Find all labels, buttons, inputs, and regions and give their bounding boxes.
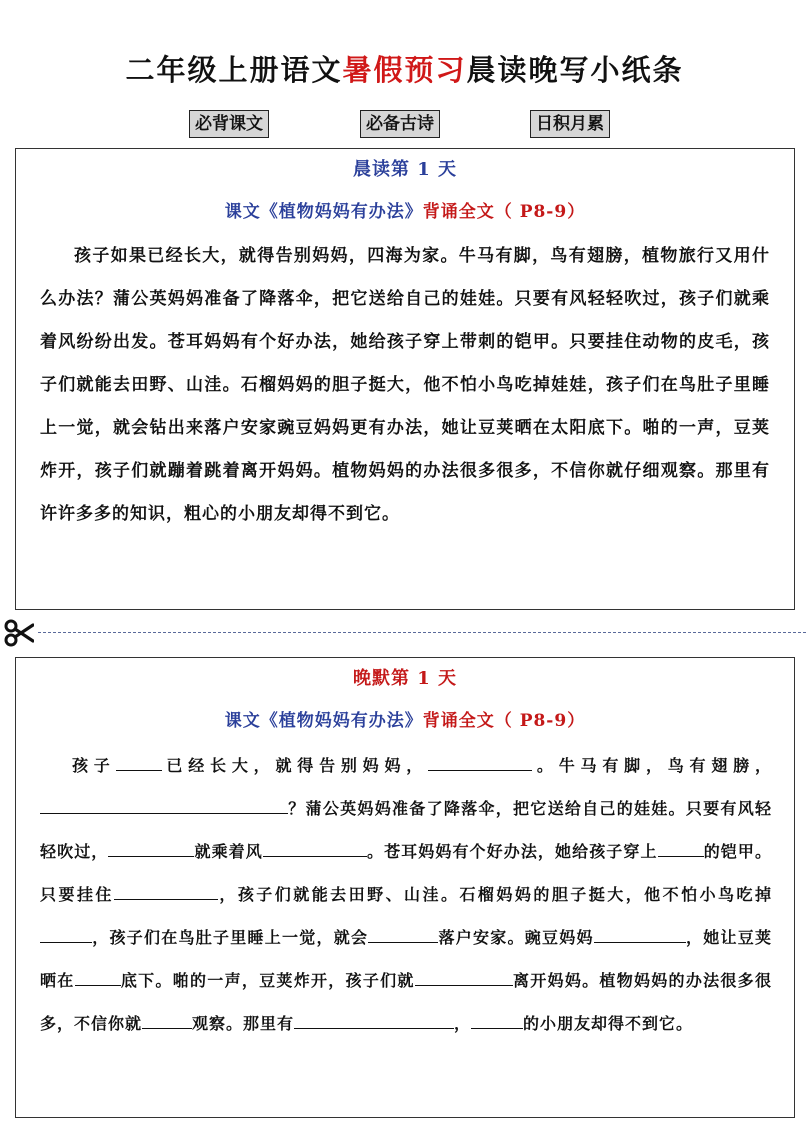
cut-line-divider <box>38 632 806 633</box>
fill-blank[interactable] <box>142 1012 192 1029</box>
fill-blank[interactable] <box>428 754 532 771</box>
cloze-text: 已经长大，就得告别妈妈， <box>161 756 429 775</box>
category-tabs <box>0 110 809 138</box>
fill-blank[interactable] <box>40 926 92 943</box>
tab-riji-yuelei[interactable]: 日积月累 <box>530 110 610 138</box>
cloze-text: 的铠甲。只要挂住 <box>40 842 772 904</box>
fill-blank[interactable] <box>116 754 162 771</box>
cloze-text: ？蒲公英妈妈准备了降落伞，把它送给自己的娃娃。只要有风轻轻吹过， <box>40 799 772 861</box>
cloze-text: ，她让豆荚晒在 <box>40 928 772 990</box>
evening-subtitle-lesson: 课文《植物妈妈有办法》 <box>224 711 423 731</box>
cloze-text: ，孩子们就能去田野、山洼。石榴妈妈的胆子挺大，他不怕小鸟吃掉 <box>217 885 772 904</box>
title-part1: 二年级上册语文 <box>125 53 343 87</box>
morning-subtitle-task: 背诵全文（ P8-9） <box>422 202 586 222</box>
fill-blank[interactable] <box>415 969 513 986</box>
title-part2: 晨读晚写小纸条 <box>466 53 684 87</box>
evening-dictation-box <box>15 657 795 1118</box>
evening-cloze-passage <box>40 744 772 1045</box>
evening-subtitle <box>16 706 794 731</box>
evening-heading: 晚默第 1 天 <box>352 668 458 689</box>
cloze-text: 的小朋友却得不到它。 <box>523 1014 694 1033</box>
evening-subtitle-task: 背诵全文（ P8-9） <box>422 711 586 731</box>
cloze-text: 观察。那里有 <box>192 1014 295 1033</box>
fill-blank[interactable] <box>114 883 218 900</box>
tab-bibei-gushi[interactable]: 必备古诗 <box>360 110 440 138</box>
scissors-icon <box>4 619 34 647</box>
fill-blank[interactable] <box>108 840 194 857</box>
cloze-text: ， <box>454 1014 472 1033</box>
morning-subtitle-lesson: 课文《植物妈妈有办法》 <box>224 202 423 222</box>
fill-blank[interactable] <box>263 840 367 857</box>
fill-blank[interactable] <box>594 926 686 943</box>
cloze-text: 离开妈妈。植物妈妈的办法很多很多，不信你就 <box>40 971 772 1033</box>
morning-subtitle <box>16 197 794 222</box>
cloze-text: 底下。啪的一声，豆荚炸开，孩子们就 <box>120 971 415 990</box>
morning-reading-box <box>15 148 795 610</box>
fill-blank[interactable] <box>40 797 288 814</box>
fill-blank[interactable] <box>75 969 121 986</box>
tab-bibei-kewen[interactable]: 必背课文 <box>189 110 269 138</box>
title-highlight: 暑假预习 <box>342 53 467 87</box>
cloze-text: 。苍耳妈妈有个好办法，她给孩子穿上 <box>366 842 658 861</box>
cloze-text: 落户安家。豌豆妈妈 <box>438 928 594 947</box>
fill-blank[interactable] <box>658 840 704 857</box>
fill-blank[interactable] <box>294 1012 454 1029</box>
page-title <box>0 48 809 89</box>
morning-heading: 晨读第 1 天 <box>352 159 458 180</box>
morning-passage: 孩子如果已经长大，就得告别妈妈，四海为家。牛马有脚，鸟有翅膀，植物旅行又用什么办法？蒲公英妈妈准备了降落伞，把它送给自己的娃娃。只要有风轻轻吹过，孩子们就乘着风纷纷出发。苍耳妈妈有个好办法，她给孩子穿上带刺的铠甲。只要挂住动物的皮毛，孩子们就能去田野、山洼。石榴妈妈的胆子挺大，他不怕小鸟吃掉娃娃，孩子们在鸟肚子里睡上一觉，就会钻出来落户安家豌豆妈妈更有办法，她让豆荚晒在太阳底下。啪的一声，豆荚炸开，孩子们就蹦着跳着离开妈妈。植物妈妈的办法很多很多，不信你就仔细观察。那里有许许多多的知识，粗心的小朋友却得不到它。 <box>40 246 770 524</box>
cloze-text: 就乘着风 <box>194 842 263 861</box>
fill-blank[interactable] <box>368 926 438 943</box>
cloze-text: ，孩子们在鸟肚子里睡上一觉，就会 <box>92 928 369 947</box>
cloze-text: 。牛马有脚，鸟有翅膀， <box>532 756 772 775</box>
fill-blank[interactable] <box>471 1012 523 1029</box>
cloze-text: 孩子 <box>72 756 116 775</box>
